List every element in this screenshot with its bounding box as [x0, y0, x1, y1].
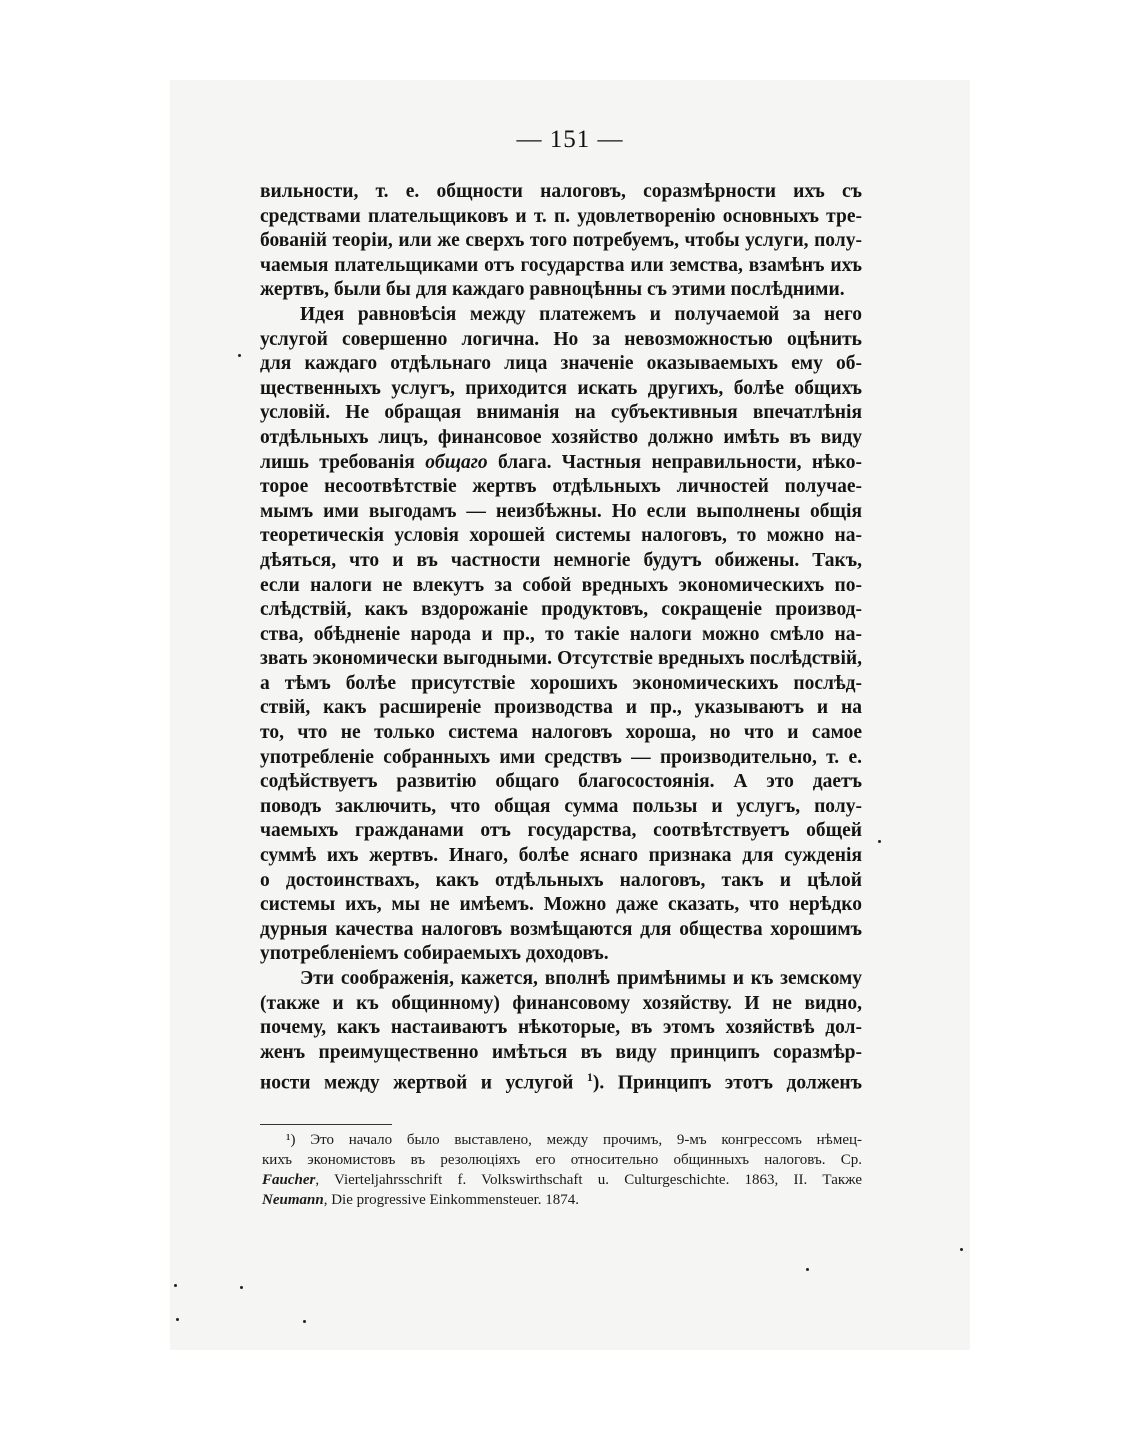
text-line: жертвъ, были бы для каждаго равноцѣнны съ этими послѣдними.	[260, 279, 845, 301]
text-line: вильности, т. е. общности налоговъ, соразмѣрности ихъ съ	[260, 181, 862, 202]
scan-speck	[240, 1286, 243, 1289]
footnote-text: Это начало было выставлено, между прочимъ, 9-мъ конгрессомъ нѣмец-	[310, 1132, 863, 1148]
scan-speck	[303, 1320, 306, 1323]
footnote-line	[262, 1190, 862, 1210]
text-line: то, что не только система налоговъ хороша, но что и самое	[260, 722, 862, 744]
scan-speck	[238, 354, 241, 357]
text-line: поводъ заключить, что общая сумма пользы и услугъ, полу-	[260, 795, 862, 817]
text-line: бованій теоріи, или же сверхъ того потребуемъ, чтобы услуги, полу-	[260, 230, 862, 252]
text-line: слѣдствій, какъ вздорожаніе продуктовъ, сокращеніе производ-	[260, 599, 862, 621]
footnote-line	[262, 1130, 862, 1150]
text-line: торое несоотвѣтствіе жертвъ отдѣльныхъ личностей получае-	[260, 476, 862, 498]
text-line: щественныхъ услугъ, приходится искать другихъ, болѣе общихъ	[260, 377, 862, 399]
text-line: о достоинствахъ, какъ отдѣльныхъ налоговъ, такъ и цѣлой	[260, 869, 862, 891]
text-line	[260, 1065, 862, 1094]
text-segment: ). Принципъ этотъ долженъ	[592, 1072, 862, 1094]
text-line: содѣйствуетъ развитію общаго благосостоянія. А это даетъ	[260, 771, 862, 793]
text-line: если налоги не влекутъ за собой вредныхъ экономическихъ по-	[260, 574, 862, 596]
text-line: ства, обѣдненіе народа и пр., то такіе налоги можно смѣло на-	[260, 623, 862, 645]
scan-speck	[174, 1284, 177, 1287]
scan-speck	[960, 1248, 963, 1251]
text-line: употребленіемъ собираемыхъ доходовъ.	[260, 943, 609, 965]
footnote-ref: 1	[586, 1070, 593, 1085]
text-line: услугой совершенно логична. Но за невозможностью оцѣнить	[260, 328, 862, 350]
footnote-author: Neumann	[262, 1192, 324, 1208]
scan-speck	[806, 1268, 809, 1271]
text-line: системы ихъ, мы не имѣемъ. Можно даже сказать, что нерѣдко	[260, 894, 862, 916]
scan-speck	[878, 840, 881, 843]
text-line: звать экономически выгодными. Отсутствіе вредныхъ послѣдствій,	[260, 648, 862, 670]
text-line: женъ преимущественно имѣться въ виду принципъ соразмѣр-	[260, 1041, 862, 1063]
text-line: чаемыя плательщиками отъ государства или земства, взамѣнъ ихъ	[260, 254, 862, 276]
footnote-line: кихъ экономистовъ въ резолюціяхъ его относительно общинныхъ налоговъ. Ср.	[262, 1152, 862, 1168]
footnote-line	[262, 1170, 862, 1190]
text-line: дѣяться, что и въ частности немногіе будутъ обижены. Такъ,	[260, 549, 862, 571]
page-number: — 151 —	[516, 126, 624, 153]
text-line: почему, какъ настаиваютъ нѣкоторые, въ этомъ хозяйствѣ дол-	[260, 1017, 862, 1039]
text-line: теоретическія условія хорошей системы налоговъ, то можно на-	[260, 525, 862, 547]
footnote-rule	[260, 1124, 392, 1125]
text-line: Идея равновѣсія между платежемъ и получаемой за него	[300, 303, 862, 325]
text-line: мымъ ими выгодамъ — неизбѣжны. Но если выполнены общія	[260, 500, 862, 522]
italic-word: общаго	[425, 451, 488, 473]
text-line: условій. Не обращая вниманія на субъективныя впечатлѣнія	[260, 402, 862, 424]
footnote-marker: ¹)	[286, 1132, 296, 1148]
text-line: употребленіе собранныхъ ими средствъ — производительно, т. е.	[260, 746, 862, 768]
footnote-author: Faucher	[262, 1172, 316, 1188]
footnote	[262, 1130, 862, 1210]
text-line: а тѣмъ болѣе присутствіе хорошихъ экономическихъ послѣд-	[260, 672, 862, 694]
text-line	[260, 451, 862, 476]
text-segment: ности между жертвой и услугой	[260, 1072, 574, 1094]
text-line: Эти соображенія, кажется, вполнѣ примѣнимы и къ земскому	[300, 968, 862, 989]
text-line: отдѣльныхъ лицъ, финансовое хозяйство должно имѣть въ виду	[260, 426, 862, 448]
text-line: ствій, какъ расширеніе производства и пр., указываютъ и на	[260, 697, 862, 719]
text-line: (также и къ общинному) финансовому хозяйству. И не видно,	[260, 992, 862, 1014]
text-segment: лишь требованія	[260, 451, 415, 473]
footnote-text: , Die progressive Einkommensteuer. 1874.	[323, 1192, 580, 1208]
text-line: суммѣ ихъ жертвъ. Инаго, болѣе яснаго признака для сужденія	[260, 845, 862, 867]
text-segment: блага. Частныя неправильности, нѣко-	[498, 451, 863, 473]
text-line: для каждаго отдѣльнаго лица значеніе оказываемыхъ ему об-	[260, 353, 862, 375]
text-line: дурныя качества налоговъ возмѣщаются для общества хорошимъ	[260, 918, 862, 940]
scan-speck	[176, 1318, 179, 1321]
text-line: средствами плательщиковъ и т. п. удовлетворенію основныхъ тре-	[260, 205, 862, 227]
text-line: чаемыхъ гражданами отъ государства, соотвѣтствуетъ общей	[260, 820, 862, 842]
footnote-text: , Vierteljahrsschrift f. Volkswirthschaft u. Culturgeschichte. 1863, II. Также	[315, 1172, 862, 1188]
body-text	[260, 180, 863, 1094]
